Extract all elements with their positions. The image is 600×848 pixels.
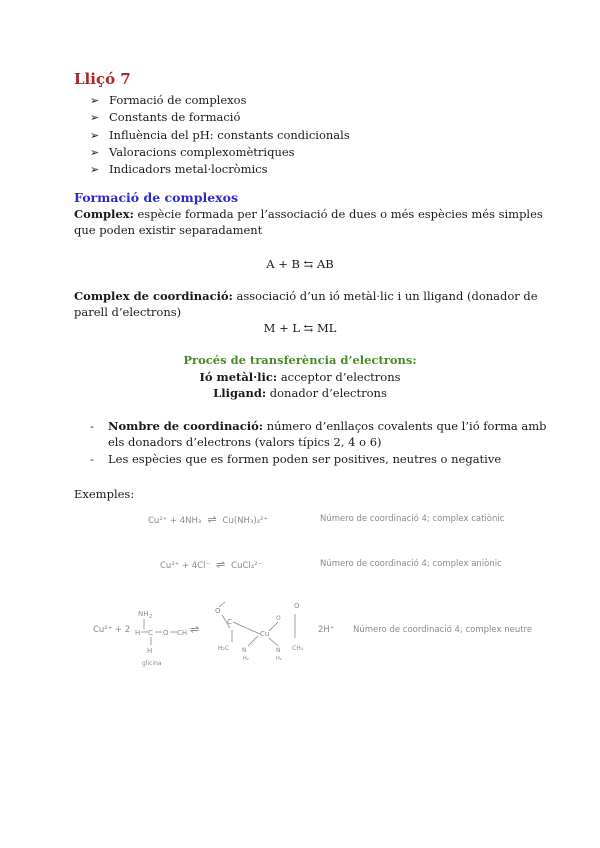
- svg-text:H: H: [147, 647, 153, 655]
- topic-item: ➢ Formació de complexos: [90, 92, 350, 109]
- reaction-neutral-product: 2H⁺: [318, 625, 335, 635]
- section-heading: Formació de complexos: [74, 190, 238, 205]
- arrow-bullet-icon: ➢: [90, 145, 100, 159]
- ligand-line: Lligand: donador d’electrons: [213, 386, 387, 400]
- svg-text:2: 2: [149, 614, 153, 620]
- svg-text:NH: NH: [138, 610, 149, 618]
- svg-text:C: C: [227, 618, 232, 626]
- reaction-neutral-left: Cu²⁺ + 2: [93, 625, 131, 635]
- topic-item: ➢ Indicadors metal·locròmics: [90, 161, 350, 178]
- lesson-title: Lliçó 7: [74, 70, 131, 88]
- arrow-bullet-icon: ➢: [90, 111, 100, 125]
- examples-label: Exemples:: [74, 487, 135, 501]
- reaction-cationic: Cu²⁺ + 4NH₃ ⇌ Cu(NH₃)₄²⁺: [148, 513, 268, 526]
- svg-text:CH: CH: [177, 629, 188, 637]
- notes-list: [90, 418, 550, 467]
- svg-text:H₂C: H₂C: [218, 645, 230, 652]
- topic-item: ➢ Influència del pH: constants condicionals: [90, 127, 350, 144]
- svg-text:glicina: glicina: [142, 660, 162, 667]
- svg-text:O: O: [215, 607, 221, 615]
- arrow-bullet-icon: ➢: [90, 94, 100, 107]
- svg-text:C: C: [148, 629, 153, 637]
- dash-bullet: -: [90, 419, 94, 433]
- reaction-anionic: Cu²⁺ + 4Cl⁻ ⇌ CuCl₄²⁻: [160, 558, 263, 571]
- coordination-complex-definition: Complex de coordinació: associació d’un ió metàl·lic i un lligand (donador de parell d’electrons): [74, 289, 538, 320]
- svg-text:O: O: [276, 615, 281, 622]
- topic-item: ➢ Valoracions complexomètriques: [90, 144, 350, 161]
- copper-glycinate-structure-icon: [210, 598, 310, 662]
- list-item: - Les espècies que es formen poden ser positives, neutres o negative: [90, 451, 502, 466]
- equilibrium-arrow-icon: ⇌: [207, 513, 217, 526]
- complex-definition: Complex: espècie formada per l’associació de dues o més espècies més simples que poden existir separadament: [74, 207, 543, 238]
- transfer-heading: Procés de transferència d’electrons:: [183, 353, 417, 367]
- arrow-bullet-icon: ➢: [90, 163, 100, 177]
- svg-text:Cu: Cu: [260, 630, 270, 638]
- equilibrium-arrow-icon: ⇌: [190, 623, 200, 636]
- svg-text:O: O: [163, 629, 169, 637]
- equation-ab: A + B ⇆ AB: [266, 257, 334, 271]
- reaction-cationic-note: Número de coordinació 4; complex catiònic: [320, 514, 505, 524]
- svg-text:H₂: H₂: [276, 656, 282, 662]
- reaction-anionic-note: Número de coordinació 4; complex aniònic: [320, 559, 502, 569]
- svg-text:N: N: [276, 647, 281, 654]
- topic-item: ➢ Constants de formació: [90, 109, 350, 126]
- svg-text:N: N: [242, 647, 247, 654]
- topic-list: [90, 92, 350, 178]
- svg-text:H₂: H₂: [243, 656, 249, 662]
- equilibrium-arrow-icon: ⇌: [215, 558, 226, 571]
- equation-ml: M + L ⇆ ML: [263, 321, 337, 335]
- reaction-neutral-note: Número de coordinació 4; complex neutre: [353, 625, 533, 635]
- glycine-structure-icon: [132, 605, 192, 667]
- dash-bullet: -: [90, 451, 94, 466]
- svg-text:CH₂: CH₂: [292, 645, 304, 652]
- svg-text:H: H: [135, 629, 141, 637]
- metal-ion-line: Ió metàl·lic: acceptor d’electrons: [199, 370, 401, 384]
- arrow-bullet-icon: ➢: [90, 128, 100, 142]
- list-item: - Nombre de coordinació: número d’enllaços covalents que l’ió forma amb els donadors d’electrons (valors típics 2, 4 o 6): [90, 419, 547, 450]
- svg-text:O: O: [294, 602, 300, 610]
